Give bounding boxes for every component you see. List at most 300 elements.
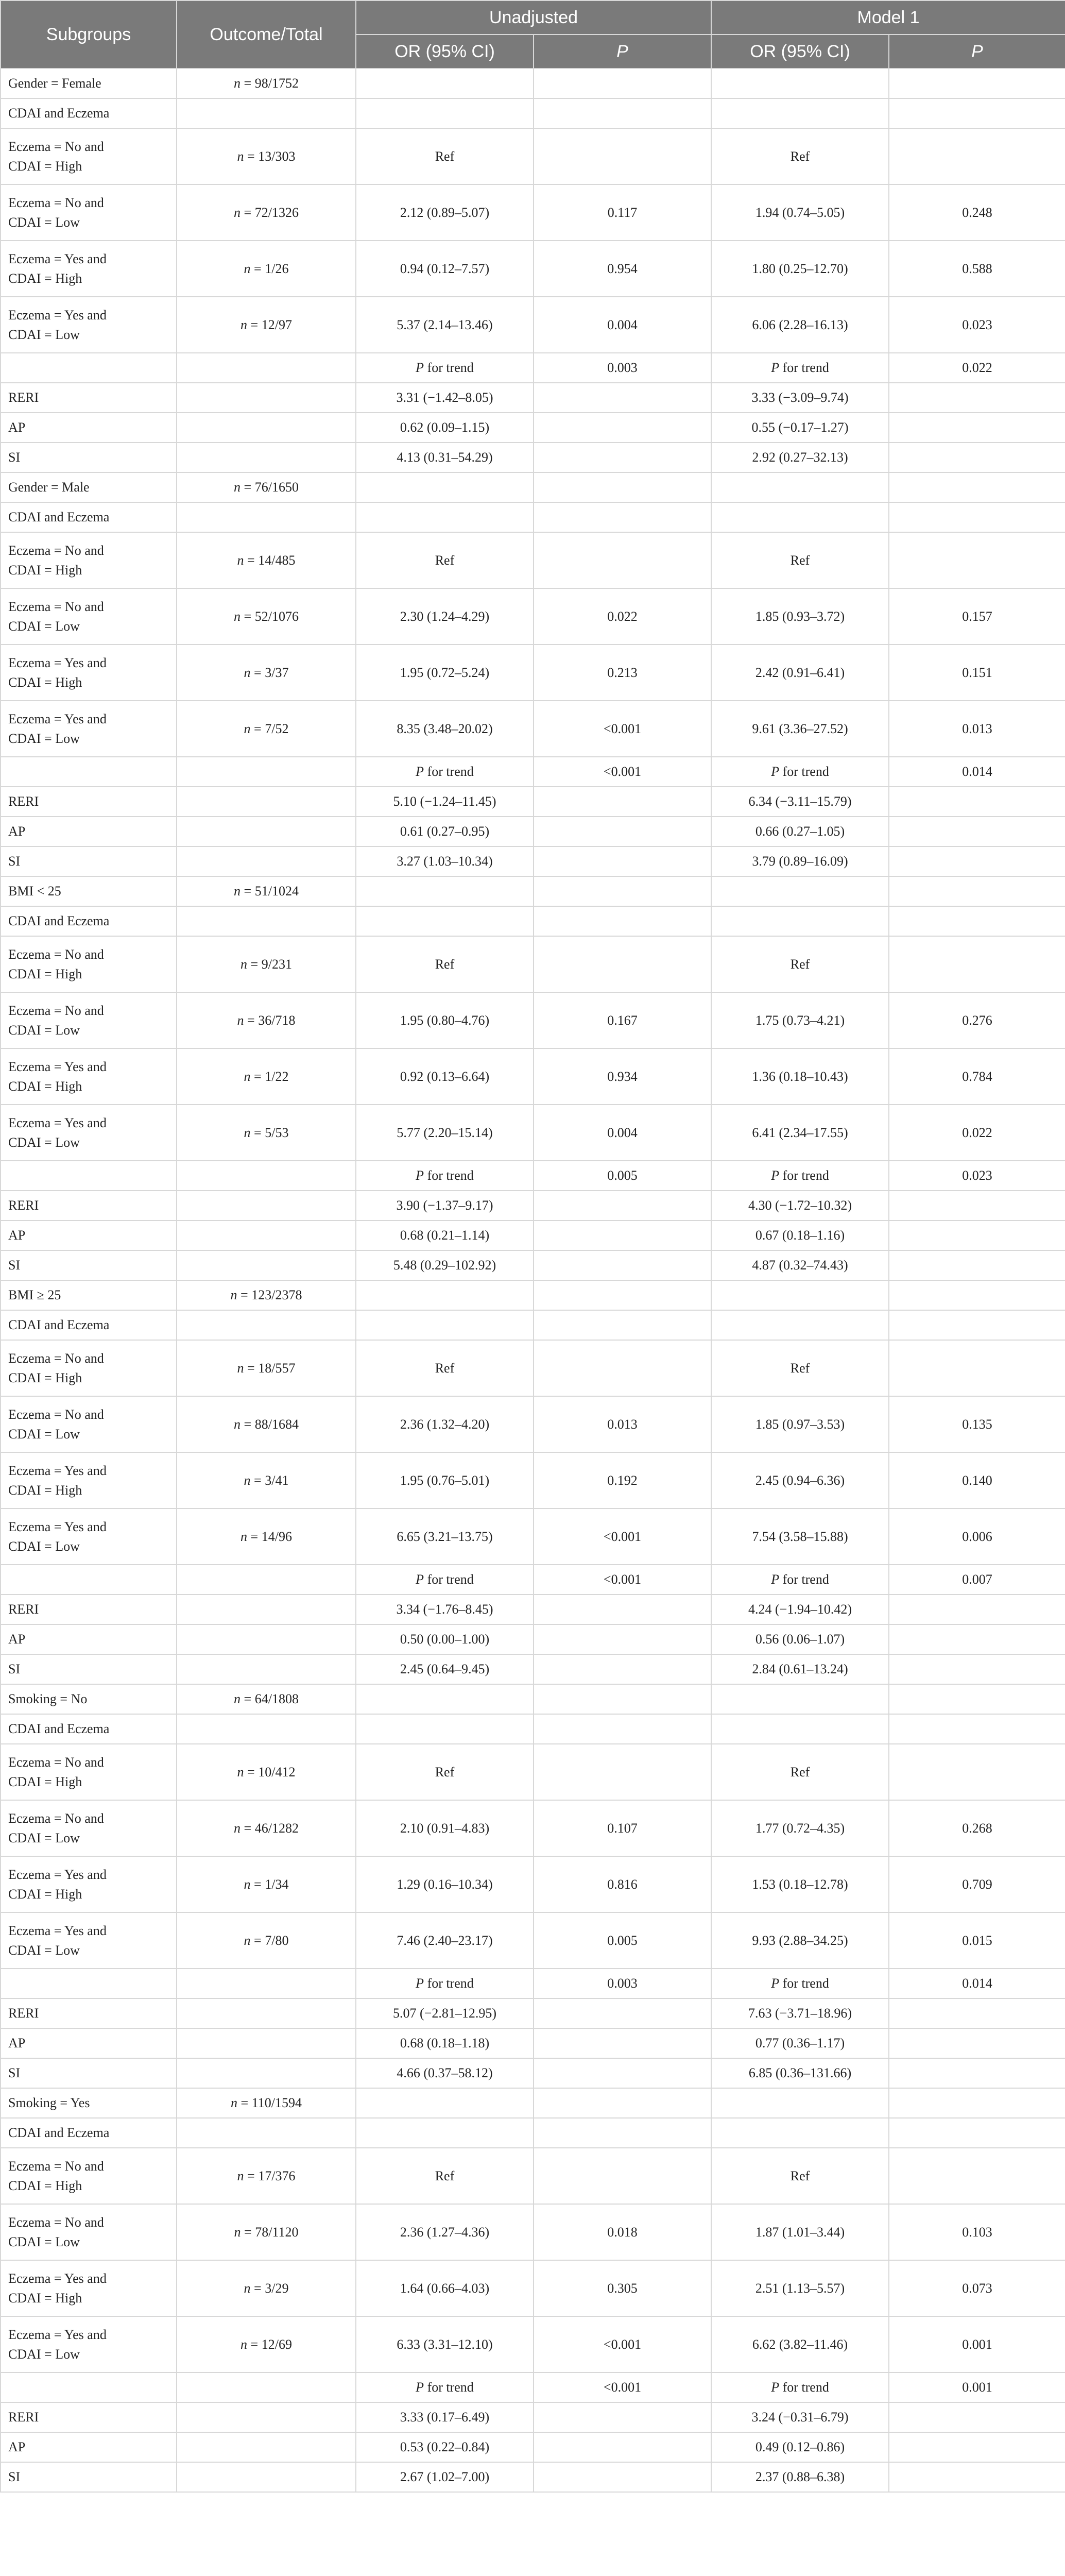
unadjusted-stat: 0.62 (0.09–1.15)	[356, 413, 534, 443]
n-symbol: n	[244, 665, 251, 680]
model1-p: 0.001	[889, 2316, 1065, 2372]
empty-cell	[534, 472, 711, 502]
p-trend-text: for trend	[779, 1572, 829, 1587]
table-row	[1, 992, 1065, 1048]
stat-name: RERI	[1, 787, 177, 817]
outcome-total-cell	[177, 992, 356, 1048]
p-symbol: P	[416, 2380, 424, 2395]
empty-cell	[177, 2372, 356, 2402]
category-label	[1, 297, 177, 353]
model1-stat: 4.30 (−1.72–10.32)	[711, 1191, 889, 1221]
unadjusted-stat: 5.07 (−2.81–12.95)	[356, 1998, 534, 2028]
empty-cell	[534, 2058, 711, 2088]
model1-or: 1.53 (0.18–12.78)	[711, 1856, 889, 1912]
table-row	[1, 1744, 1065, 1800]
category-line-1: Eczema = No and	[8, 599, 104, 614]
empty-cell	[177, 2462, 356, 2492]
category-line-1: Eczema = No and	[8, 2158, 104, 2174]
outcome-total-cell	[177, 645, 356, 701]
outcome-total-cell	[177, 1744, 356, 1800]
empty-cell	[534, 2118, 711, 2148]
unadjusted-or: 1.95 (0.80–4.76)	[356, 992, 534, 1048]
category-line-2: CDAI = Low	[8, 327, 80, 342]
empty-cell	[534, 502, 711, 532]
table-row	[1, 936, 1065, 992]
category-label	[1, 992, 177, 1048]
category-line-1: Eczema = Yes and	[8, 251, 107, 266]
empty-cell	[889, 1595, 1065, 1624]
unadjusted-stat: 3.90 (−1.37–9.17)	[356, 1191, 534, 1221]
header-unadjusted-or: OR (95% CI)	[356, 35, 534, 69]
p-trend-text: for trend	[779, 2380, 829, 2395]
p-for-trend-label	[711, 1565, 889, 1595]
empty-cell	[534, 1684, 711, 1714]
unadjusted-stat: 2.67 (1.02–7.00)	[356, 2462, 534, 2492]
group-label: BMI < 25	[1, 876, 177, 906]
stat-name: RERI	[1, 1191, 177, 1221]
category-line-1: Eczema = No and	[8, 1406, 104, 1422]
empty-cell	[534, 69, 711, 98]
sub-label-row	[1, 906, 1065, 936]
empty-cell	[177, 2432, 356, 2462]
empty-cell	[356, 1280, 534, 1310]
category-line-2: CDAI = High	[8, 1370, 82, 1385]
table-row	[1, 701, 1065, 757]
model1-or: 1.77 (0.72–4.35)	[711, 1800, 889, 1856]
n-value: 14/485	[258, 552, 296, 568]
p-trend-text: for trend	[424, 764, 474, 779]
category-line-2: CDAI = High	[8, 158, 82, 174]
outcome-total-cell	[177, 2260, 356, 2316]
model1-or: 6.41 (2.34–17.55)	[711, 1105, 889, 1161]
empty-cell	[534, 1250, 711, 1280]
group-row	[1, 69, 1065, 98]
empty-cell	[1, 2372, 177, 2402]
n-equals: =	[244, 148, 259, 164]
empty-cell	[356, 906, 534, 936]
n-equals: =	[250, 721, 265, 736]
category-line-2: CDAI = Low	[8, 1022, 80, 1038]
model1-or: 1.87 (1.01–3.44)	[711, 2204, 889, 2260]
category-line-1: Eczema = No and	[8, 543, 104, 558]
stat-row	[1, 2432, 1065, 2462]
n-equals: =	[250, 1933, 265, 1948]
category-line-1: Eczema = No and	[8, 946, 104, 962]
unadjusted-or: 6.33 (3.31–12.10)	[356, 2316, 534, 2372]
n-symbol: n	[234, 1691, 241, 1706]
n-value: 36/718	[258, 1012, 296, 1028]
p-for-trend-label	[711, 1161, 889, 1191]
model1-or: 2.51 (1.13–5.57)	[711, 2260, 889, 2316]
empty-cell	[356, 2088, 534, 2118]
model1-stat: 0.66 (0.27–1.05)	[711, 817, 889, 846]
n-equals: =	[244, 1360, 259, 1376]
trend-row	[1, 1161, 1065, 1191]
n-equals: =	[241, 884, 255, 899]
category-label	[1, 1340, 177, 1396]
unadjusted-or: 7.46 (2.40–23.17)	[356, 1912, 534, 1969]
empty-cell	[534, 1998, 711, 2028]
outcome-total-cell	[177, 69, 356, 98]
model1-p: 0.151	[889, 645, 1065, 701]
category-label	[1, 1912, 177, 1969]
p-for-trend-label	[356, 1565, 534, 1595]
model1-p: 0.268	[889, 1800, 1065, 1856]
p-trend-text: for trend	[779, 360, 829, 375]
model1-stat: 0.49 (0.12–0.86)	[711, 2432, 889, 2462]
category-line-2: CDAI = Low	[8, 1538, 80, 1554]
unadjusted-stat: 0.53 (0.22–0.84)	[356, 2432, 534, 2462]
p-symbol: P	[771, 1976, 780, 1991]
empty-cell	[534, 787, 711, 817]
unadjusted-trend-p: 0.005	[534, 1161, 711, 1191]
n-value: 123/2378	[251, 1287, 302, 1302]
unadjusted-or: 1.95 (0.76–5.01)	[356, 1452, 534, 1509]
sub-label-row	[1, 502, 1065, 532]
n-symbol: n	[241, 317, 248, 332]
stat-name: RERI	[1, 1998, 177, 2028]
empty-cell	[356, 502, 534, 532]
n-equals: =	[241, 1820, 255, 1836]
outcome-total-cell	[177, 128, 356, 184]
group-label: BMI ≥ 25	[1, 1280, 177, 1310]
category-label	[1, 1509, 177, 1565]
unadjusted-stat: 0.68 (0.21–1.14)	[356, 1221, 534, 1250]
stat-row	[1, 2058, 1065, 2088]
p-trend-text: for trend	[779, 1168, 829, 1183]
category-line-2: CDAI = High	[8, 562, 82, 578]
unadjusted-p: 0.192	[534, 1452, 711, 1509]
n-value: 12/97	[261, 317, 292, 332]
category-label	[1, 1856, 177, 1912]
n-equals: =	[244, 1012, 259, 1028]
stat-name: SI	[1, 1654, 177, 1684]
empty-cell	[177, 98, 356, 128]
n-equals: =	[241, 608, 255, 624]
unadjusted-stat: 0.50 (0.00–1.00)	[356, 1624, 534, 1654]
unadjusted-stat: 0.61 (0.27–0.95)	[356, 817, 534, 846]
n-symbol: n	[230, 1287, 237, 1302]
n-symbol: n	[234, 2224, 241, 2240]
n-value: 78/1120	[255, 2224, 299, 2240]
category-line-1: Eczema = Yes and	[8, 1519, 107, 1534]
unadjusted-stat: 5.48 (0.29–102.92)	[356, 1250, 534, 1280]
table-row	[1, 1800, 1065, 1856]
table-row	[1, 1509, 1065, 1565]
category-line-1: Eczema = Yes and	[8, 2270, 107, 2286]
category-line-1: Eczema = No and	[8, 1003, 104, 1018]
outcome-total-cell	[177, 1912, 356, 1969]
empty-cell	[356, 876, 534, 906]
category-line-1: Eczema = Yes and	[8, 655, 107, 670]
table-row	[1, 645, 1065, 701]
unadjusted-or: 8.35 (3.48–20.02)	[356, 701, 534, 757]
outcome-total-cell	[177, 1280, 356, 1310]
empty-cell	[177, 906, 356, 936]
empty-cell	[711, 69, 889, 98]
n-value: 7/52	[265, 721, 289, 736]
header-unadjusted-p: P	[534, 35, 711, 69]
unadjusted-p	[534, 1340, 711, 1396]
n-value: 7/80	[265, 1933, 289, 1948]
empty-cell	[534, 2402, 711, 2432]
n-value: 12/69	[261, 2336, 292, 2352]
model1-or: Ref	[711, 128, 889, 184]
model1-or: 1.75 (0.73–4.21)	[711, 992, 889, 1048]
p-symbol: P	[771, 360, 780, 375]
empty-cell	[711, 876, 889, 906]
trend-row	[1, 1969, 1065, 1998]
n-value: 14/96	[261, 1529, 292, 1544]
unadjusted-or: Ref	[356, 1340, 534, 1396]
category-label	[1, 1744, 177, 1800]
empty-cell	[889, 2402, 1065, 2432]
empty-cell	[534, 1310, 711, 1340]
empty-cell	[534, 876, 711, 906]
table-row	[1, 1856, 1065, 1912]
unadjusted-p	[534, 936, 711, 992]
empty-cell	[177, 1714, 356, 1744]
n-equals: =	[241, 76, 255, 91]
p-trend-text: for trend	[424, 1572, 474, 1587]
empty-cell	[711, 502, 889, 532]
table-row	[1, 532, 1065, 588]
unadjusted-or: 2.36 (1.27–4.36)	[356, 2204, 534, 2260]
n-symbol: n	[244, 261, 251, 276]
model1-stat: 0.67 (0.18–1.16)	[711, 1221, 889, 1250]
empty-cell	[177, 846, 356, 876]
category-line-2: CDAI = High	[8, 2290, 82, 2306]
n-symbol: n	[244, 1876, 251, 1892]
trend-row	[1, 353, 1065, 383]
empty-cell	[177, 1624, 356, 1654]
empty-cell	[889, 2058, 1065, 2088]
empty-cell	[889, 787, 1065, 817]
empty-cell	[534, 2088, 711, 2118]
category-line-2: CDAI = Low	[8, 2346, 80, 2362]
category-line-2: CDAI = High	[8, 2178, 82, 2193]
n-equals: =	[237, 1287, 252, 1302]
n-symbol: n	[237, 1764, 244, 1780]
table-row	[1, 1452, 1065, 1509]
unadjusted-or: Ref	[356, 936, 534, 992]
category-label	[1, 2316, 177, 2372]
n-value: 98/1752	[254, 76, 299, 91]
group-label: Smoking = Yes	[1, 2088, 177, 2118]
empty-cell	[177, 413, 356, 443]
model1-or: 6.06 (2.28–16.13)	[711, 297, 889, 353]
model1-trend-p: 0.022	[889, 353, 1065, 383]
outcome-total-cell	[177, 472, 356, 502]
unadjusted-p: 0.005	[534, 1912, 711, 1969]
n-symbol: n	[234, 1820, 241, 1836]
table-row	[1, 2204, 1065, 2260]
n-equals: =	[244, 2168, 259, 2183]
n-equals: =	[247, 1529, 262, 1544]
category-line-1: Eczema = Yes and	[8, 1923, 107, 1938]
empty-cell	[889, 1221, 1065, 1250]
category-line-1: Eczema = No and	[8, 139, 104, 154]
model1-or: Ref	[711, 1340, 889, 1396]
unadjusted-stat: 3.33 (0.17–6.49)	[356, 2402, 534, 2432]
model1-p: 0.157	[889, 588, 1065, 645]
unadjusted-stat: 5.10 (−1.24–11.45)	[356, 787, 534, 817]
model1-p: 0.276	[889, 992, 1065, 1048]
unadjusted-p: 0.004	[534, 297, 711, 353]
model1-or: Ref	[711, 532, 889, 588]
empty-cell	[889, 443, 1065, 472]
sub-label: CDAI and Eczema	[1, 98, 177, 128]
stat-row	[1, 1221, 1065, 1250]
n-equals: =	[244, 1764, 259, 1780]
empty-cell	[177, 1998, 356, 2028]
n-equals: =	[250, 1069, 265, 1084]
empty-cell	[177, 757, 356, 787]
empty-cell	[711, 1714, 889, 1744]
table-body	[1, 69, 1065, 2492]
table-row	[1, 588, 1065, 645]
empty-cell	[534, 1191, 711, 1221]
n-value: 10/412	[258, 1764, 296, 1780]
empty-cell	[889, 1280, 1065, 1310]
outcome-total-cell	[177, 1048, 356, 1105]
unadjusted-p: 0.167	[534, 992, 711, 1048]
unadjusted-or: Ref	[356, 2148, 534, 2204]
category-line-1: Eczema = Yes and	[8, 1463, 107, 1478]
model1-p: 0.103	[889, 2204, 1065, 2260]
empty-cell	[711, 1280, 889, 1310]
empty-cell	[711, 1310, 889, 1340]
empty-cell	[534, 383, 711, 413]
outcome-total-cell	[177, 701, 356, 757]
empty-cell	[534, 98, 711, 128]
p-trend-text: for trend	[424, 360, 474, 375]
model1-stat: 2.37 (0.88–6.38)	[711, 2462, 889, 2492]
category-line-2: CDAI = Low	[8, 1426, 80, 1442]
unadjusted-trend-p: <0.001	[534, 2372, 711, 2402]
empty-cell	[711, 2088, 889, 2118]
unadjusted-p: 0.018	[534, 2204, 711, 2260]
stat-row	[1, 2028, 1065, 2058]
p-symbol: P	[771, 1572, 780, 1587]
empty-cell	[889, 906, 1065, 936]
stat-name: SI	[1, 2058, 177, 2088]
p-symbol: P	[416, 1168, 424, 1183]
table-row	[1, 241, 1065, 297]
n-equals: =	[241, 1691, 255, 1706]
n-equals: =	[244, 552, 259, 568]
stat-name: RERI	[1, 2402, 177, 2432]
n-symbol: n	[244, 2280, 251, 2296]
unadjusted-or: 1.64 (0.66–4.03)	[356, 2260, 534, 2316]
n-value: 1/26	[265, 261, 289, 276]
sub-label: CDAI and Eczema	[1, 906, 177, 936]
table-row	[1, 184, 1065, 241]
outcome-total-cell	[177, 241, 356, 297]
empty-cell	[177, 817, 356, 846]
p-symbol: P	[771, 764, 780, 779]
model1-trend-p: 0.014	[889, 1969, 1065, 1998]
unadjusted-p: 0.213	[534, 645, 711, 701]
n-value: 76/1650	[254, 480, 299, 495]
category-label	[1, 241, 177, 297]
p-symbol: P	[771, 1168, 780, 1183]
header-model1-or: OR (95% CI)	[711, 35, 889, 69]
group-row	[1, 472, 1065, 502]
model1-or: Ref	[711, 2148, 889, 2204]
stat-row	[1, 787, 1065, 817]
header-outcome-total: Outcome/Total	[177, 1, 356, 69]
category-label	[1, 184, 177, 241]
empty-cell	[177, 2028, 356, 2058]
model1-or: 1.36 (0.18–10.43)	[711, 1048, 889, 1105]
n-value: 17/376	[258, 2168, 296, 2183]
sub-label: CDAI and Eczema	[1, 502, 177, 532]
empty-cell	[889, 472, 1065, 502]
n-symbol: n	[244, 1069, 251, 1084]
unadjusted-p: 0.934	[534, 1048, 711, 1105]
model1-stat: 2.84 (0.61–13.24)	[711, 1654, 889, 1684]
n-value: 5/53	[265, 1125, 289, 1140]
group-label: Gender = Male	[1, 472, 177, 502]
model1-or: 6.62 (3.82–11.46)	[711, 2316, 889, 2372]
n-equals: =	[250, 1125, 265, 1140]
n-symbol: n	[237, 2168, 244, 2183]
p-symbol: P	[416, 1572, 424, 1587]
empty-cell	[356, 69, 534, 98]
group-row	[1, 2088, 1065, 2118]
category-line-1: Eczema = Yes and	[8, 307, 107, 323]
unadjusted-or: Ref	[356, 1744, 534, 1800]
unadjusted-stat: 3.31 (−1.42–8.05)	[356, 383, 534, 413]
n-symbol: n	[244, 1933, 251, 1948]
table-header	[1, 1, 1065, 69]
unadjusted-p: 0.004	[534, 1105, 711, 1161]
model1-p	[889, 2148, 1065, 2204]
category-line-2: CDAI = High	[8, 966, 82, 981]
empty-cell	[889, 1998, 1065, 2028]
outcome-total-cell	[177, 1856, 356, 1912]
n-value: 51/1024	[254, 884, 299, 899]
n-value: 88/1684	[254, 1416, 299, 1432]
stat-name: SI	[1, 846, 177, 876]
stat-name: AP	[1, 817, 177, 846]
category-line-2: CDAI = Low	[8, 1830, 80, 1845]
category-line-2: CDAI = Low	[8, 618, 80, 634]
p-symbol: P	[771, 2380, 780, 2395]
unadjusted-p: 0.954	[534, 241, 711, 297]
p-trend-text: for trend	[424, 1976, 474, 1991]
unadjusted-p	[534, 1744, 711, 1800]
empty-cell	[356, 1684, 534, 1714]
outcome-total-cell	[177, 2316, 356, 2372]
n-value: 3/37	[265, 665, 289, 680]
stat-name: AP	[1, 1624, 177, 1654]
category-label	[1, 1048, 177, 1105]
empty-cell	[534, 1714, 711, 1744]
model1-p: 0.588	[889, 241, 1065, 297]
n-symbol: n	[237, 1360, 244, 1376]
p-for-trend-label	[711, 2372, 889, 2402]
unadjusted-or: 5.37 (2.14–13.46)	[356, 297, 534, 353]
model1-or: 1.94 (0.74–5.05)	[711, 184, 889, 241]
model1-or: 1.85 (0.93–3.72)	[711, 588, 889, 645]
model1-stat: 7.63 (−3.71–18.96)	[711, 1998, 889, 2028]
empty-cell	[177, 383, 356, 413]
stat-row	[1, 1998, 1065, 2028]
empty-cell	[889, 1310, 1065, 1340]
unadjusted-or: Ref	[356, 128, 534, 184]
